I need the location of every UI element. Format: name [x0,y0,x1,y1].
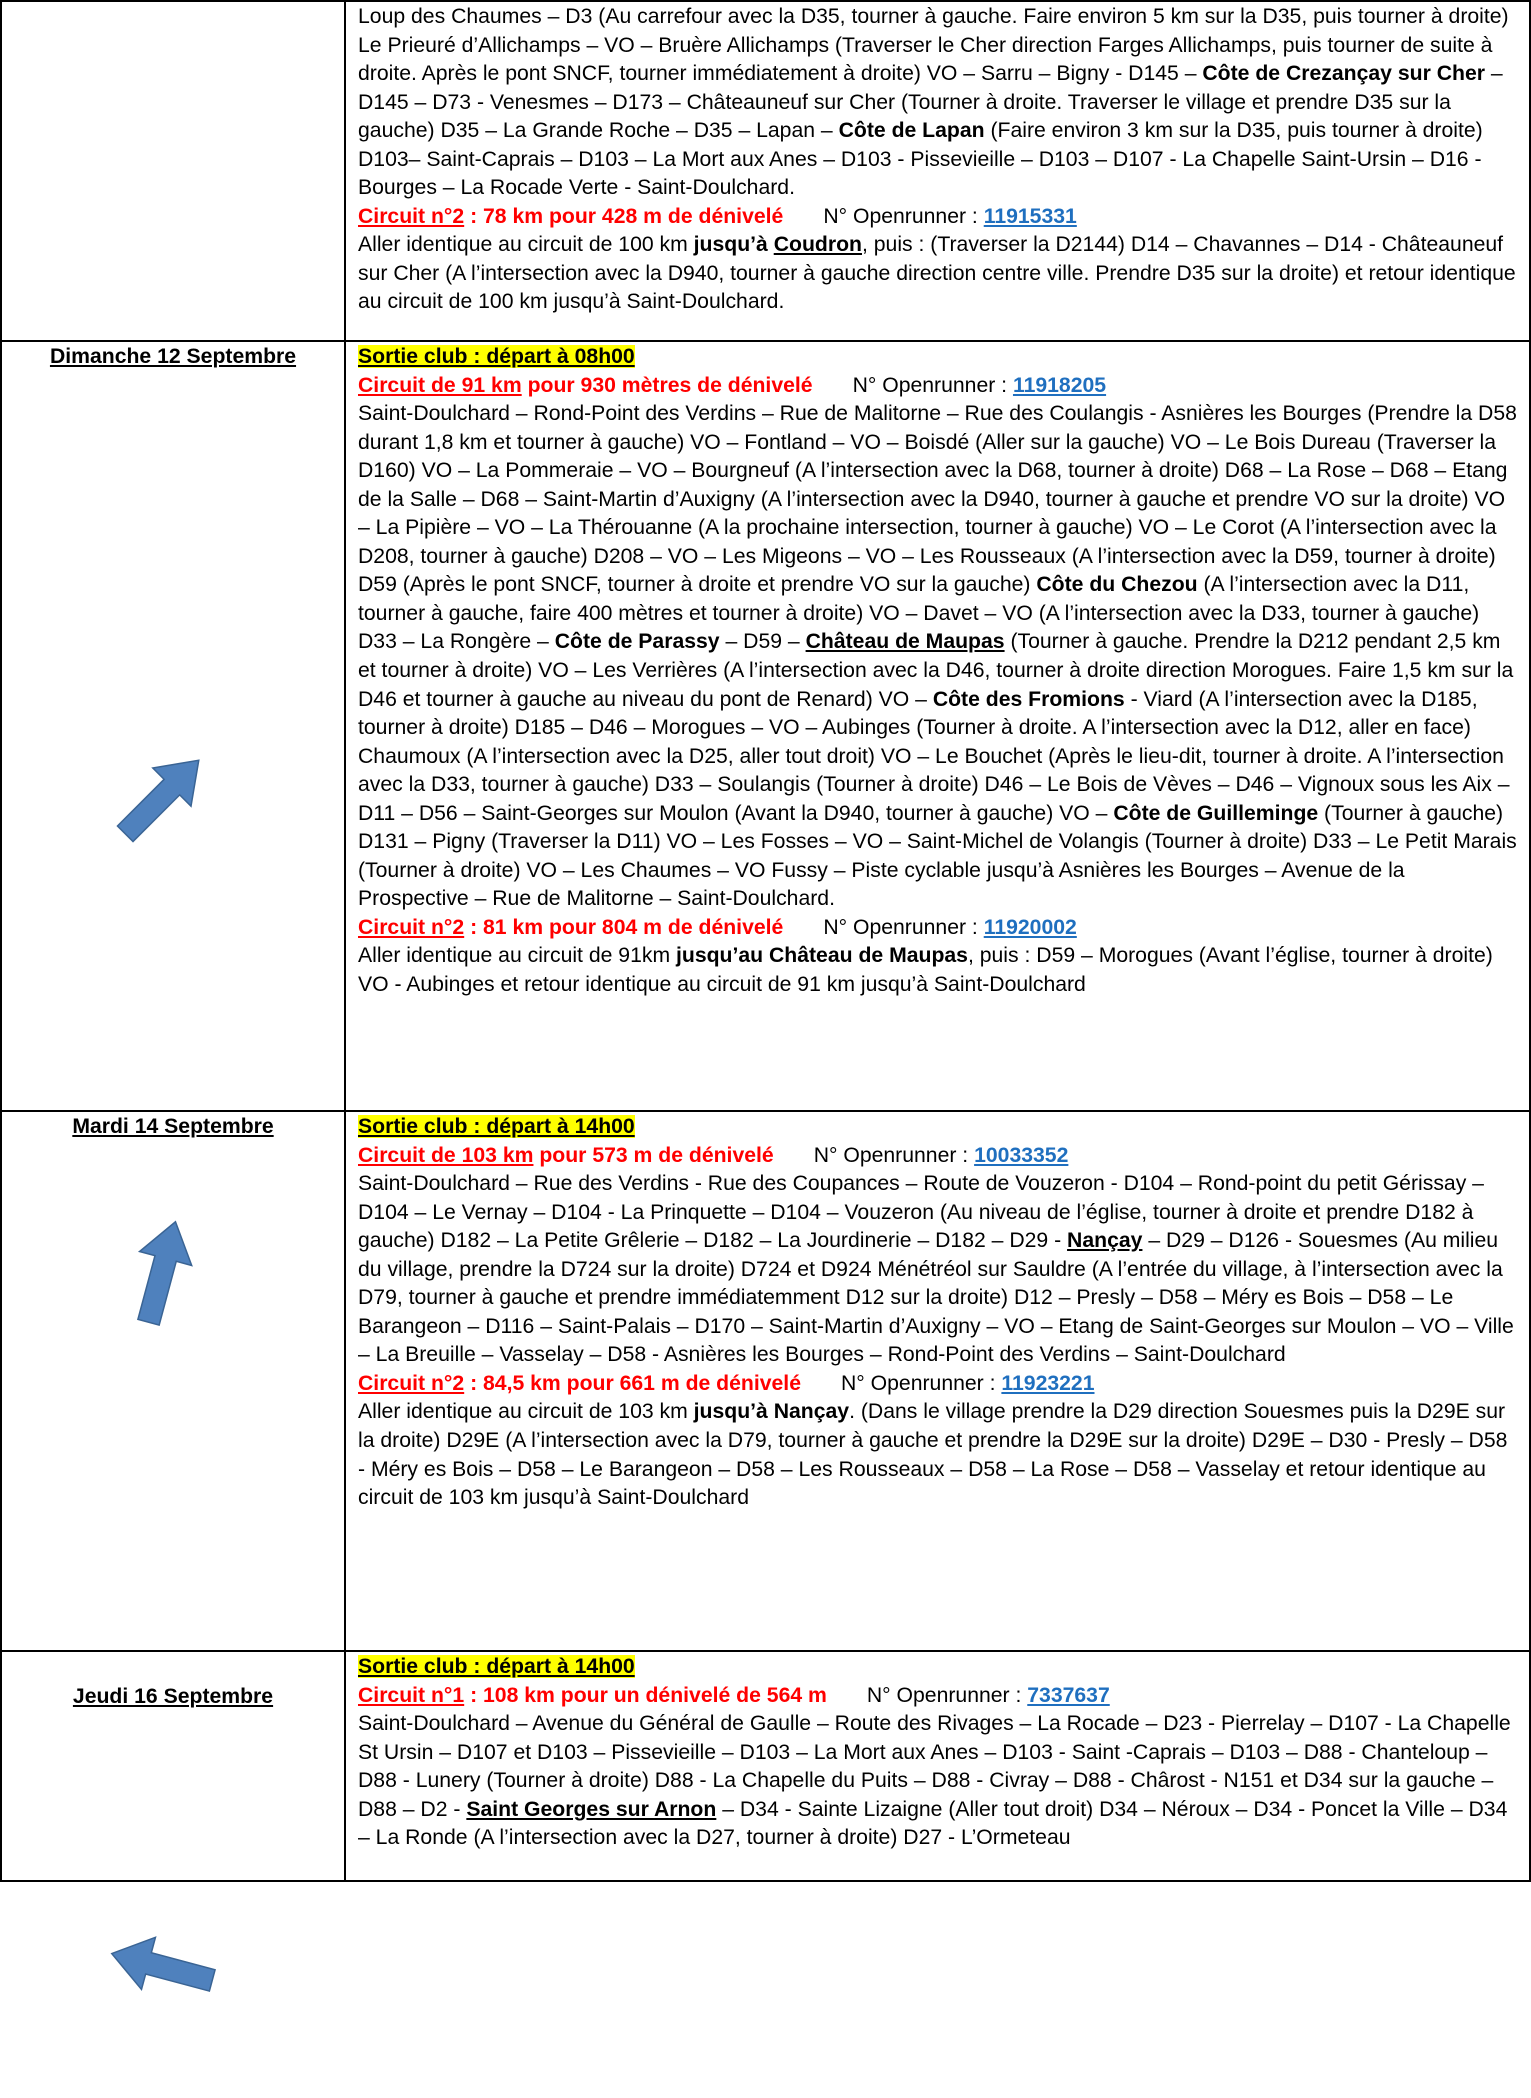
openrunner-link[interactable]: 11915331 [983,204,1077,228]
route-description [358,231,1517,317]
route-text: (Faire environ 3 km sur la D35, puis tourner à droite) D103– Saint-Caprais – D103 – La Mort aux Anes – D103 - Pissevieille – D103 – D107 - La Chapelle Saint-Ursin – D16 - Bourges – La Rocade Verte - Saint-Doulchard. [358,119,1483,200]
circuit-title-name: Circuit n°2 [358,204,465,228]
circuit-title [358,1684,827,1707]
club-outing-heading [358,1653,1517,1682]
route-text: (A l’intersection avec la D11, tourner à gauche, faire 400 mètres et tourner à droite) VO – Davet – VO (A l’intersection avec la D33, tourner à gauche) D33 – La Rongère – [358,573,1480,654]
openrunner-label: N° Openrunner : [852,373,1013,397]
route-landmark: jusqu’à [693,233,774,257]
circuit-title [358,916,783,939]
circuit-header [358,914,1517,943]
route-landmark: jusqu’à Nançay [693,1400,850,1424]
route-description [358,1398,1517,1512]
route-text: Aller identique au circuit de 100 km [358,233,694,257]
club-outing-heading [358,1113,1517,1142]
day-cell [1,341,345,1111]
schedule-row [1,1,1530,341]
openrunner-label: N° Openrunner : [840,1371,1002,1395]
circuit-title [358,205,783,228]
openrunner-label: N° Openrunner : [813,1143,975,1167]
openrunner-label: N° Openrunner : [823,204,984,228]
route-text: Loup des Chaumes – D3 (Au carrefour avec la D35, tourner à gauche. Faire environ 5 km sur la D35, puis tourner à droite) Le Prieuré d’Allichamps – VO – Bruère Allichamps (Traverser le Cher direction Farges Allichamps, puis tourner de suite à droite. Après le pont SNCF, tourner immédiatement à droite) VO – Sarru – Bigny - D145 – [358,5,1509,86]
circuit-title-details: : 84,5 km pour 661 m de dénivelé [464,1371,801,1395]
day-cell [1,1651,345,1881]
route-text: - Viard (A l’intersection avec la D185, tourner à droite) D185 – D46 – Morogues – VO – Aubinges (Tourner à droite. A l’intersection avec la D12, aller en face) Chaumoux (A l’intersection avec la D25, aller tout droit) VO – Le Bouchet (Après le lieu-dit, tourner à droite. A l’intersection avec la D33, tourner à gauche) D33 – Soulangis (Tourner à droite) D46 – Le Bois de Vèves – D46 – Vignoux sous les Aix – D11 – D56 – Saint-Georges sur Moulon (Avant la D940, tourner à gauche) VO – [358,687,1510,825]
route-landmark: Château de Maupas [805,630,1005,654]
route-text: – D29 – D126 - Souesmes (Au milieu du village, prendre la D724 sur la droite) D724 et D924 Ménétréol sur Sauldre (A l’entrée du village, à l’intersection avec la D79, tourner à gauche et prendre immédiatemment D12 sur la droite) D12 – Presly – D58 – Méry es Bois – D58 – Le Barangeon – D116 – Saint-Palais – D170 – Saint-Martin d’Auxigny – VO – Etang de Saint-Georges sur Moulon – VO – Ville – La Breuille – Vasselay – D58 - Asnières les Bourges – Rond-Point des Verdins – Saint-Doulchard [358,1229,1514,1367]
circuit-title-name: Circuit n°2 [358,1371,465,1395]
route-description [358,400,1517,914]
route-description [358,1710,1517,1853]
route-description [358,3,1517,203]
club-outing-text: Sortie club : départ à 14h00 [358,1655,635,1678]
circuit-header [358,1142,1517,1171]
arrow-icon [102,1212,222,1332]
route-landmark: Nançay [1067,1229,1143,1253]
route-text: , puis : (Traverser la D2144) D14 – Chavannes – D14 - Châteauneuf sur Cher (A l’intersection avec la D940, tourner à gauche direction centre ville. Prendre D35 sur la droite) et retour identique au circuit de 100 km jusqu’à Saint-Doulchard. [358,233,1516,314]
circuit-title-name: Circuit de 91 km [358,373,522,397]
route-landmark: Côte de Parassy [554,630,720,654]
openrunner-link[interactable]: 11920002 [983,915,1077,939]
route-text: Saint-Doulchard – Rue des Verdins - Rue des Coupances – Route de Vouzeron - D104 – Rond-point du petit Gérissay – D104 – Le Vernay – D104 - La Prinquette – D104 – Vouzeron (Au niveau de l’église, tourner à droite et prendre D182 à gauche) D182 – La Petite Grêlerie – D182 – La Jourdinerie – D182 – D29 - [358,1172,1484,1253]
circuit-header [358,1682,1517,1711]
content-cell [345,1651,1530,1881]
route-text: Saint-Doulchard – Rond-Point des Verdins – Rue de Malitorne – Rue des Coulangis - Asnières les Bourges (Prendre la D58 durant 1,8 km et tourner à gauche) VO – Fontland – VO – Boisdé (Aller sur la gauche) VO – Le Bois Dureau (Traverser la D160) VO – La Pommeraie – VO – Bourgneuf (A l’intersection avec la D68, tourner à droite) D68 – La Rose – D68 – Etang de la Salle – D68 – Saint-Martin d’Auxigny (A l’intersection avec la D940, tourner à gauche et prendre VO sur la droite) VO – La Pipière – VO – La Thérouanne (A la prochaine intersection, tourner à gauche) VO – Le Corot (A l’intersection avec la D208, tourner à gauche) D208 – VO – Les Migeons – VO – Les Rousseaux (A l’intersection avec la D59, tourner à droite) D59 (Après le pont SNCF, tourner à droite et prendre VO sur la gauche) [358,402,1517,597]
day-cell [1,1,345,341]
route-landmark: Côte des Fromions [932,687,1125,711]
openrunner-link[interactable]: 11918205 [1012,373,1107,397]
route-text: – D34 - Sainte Lizaigne (Aller tout droit) D34 – Néroux – D34 - Poncet la Ville – D34 – La Ronde (A l’intersection avec la D27, tourner à droite) D27 - L’Ormeteau [358,1797,1508,1850]
club-outing-text: Sortie club : départ à 14h00 [358,1115,635,1138]
openrunner-label: N° Openrunner : [823,915,984,939]
day-label: Dimanche 12 Septembre [49,345,297,368]
circuit-title-details: : 78 km pour 428 m de dénivelé [464,204,784,228]
route-description [358,942,1517,999]
arrow-icon [102,737,222,857]
route-description [358,1170,1517,1370]
route-text: (Tourner à gauche. Prendre la D212 pendant 2,5 km et tourner à droite) VO – Les Verrières (A l’intersection avec la D46, tourner à droite direction Morogues. Faire 1,5 km sur la D46 et tourner à gauche au niveau du pont de Renard) VO – [358,630,1514,711]
circuit-header [358,1370,1517,1399]
route-landmark: Coudron [773,233,862,257]
route-landmark: Côte du Chezou [1036,573,1198,597]
openrunner-label: N° Openrunner : [866,1683,1028,1707]
route-text: – D145 – D73 - Venesmes – D173 – Châteauneuf sur Cher (Tourner à droite. Traverser le village et prendre D35 sur la gauche) D35 – La Grande Roche – D35 – Lapan – [358,62,1503,143]
club-outing-heading [358,343,1517,372]
arrow-icon [102,1907,222,2027]
route-text: Aller identique au circuit de 103 km [358,1400,694,1424]
route-landmark: Côte de Guilleminge [1113,801,1319,825]
route-text: . (Dans le village prendre la D29 direction Souesmes puis la D29E sur la droite) D29E (A l’intersection avec la D79, tourner à gauche et prendre la D29E sur la droite) D29E – D30 - Presly – D58 - Méry es Bois – D58 – Le Barangeon – D58 – Les Rousseaux – D58 – La Rose – D58 – Vasselay et retour identique au circuit de 103 km jusqu’à Saint-Doulchard [358,1400,1508,1510]
circuit-title-details: pour 573 m de dénivelé [533,1143,774,1167]
circuit-title [358,1372,801,1395]
circuit-title [358,1144,774,1167]
content-cell [345,1111,1530,1651]
circuit-title-details: pour 930 mètres de dénivelé [521,373,813,397]
openrunner-link[interactable]: 10033352 [974,1143,1069,1167]
schedule-row [1,341,1530,1111]
schedule-row [1,1651,1530,1881]
route-text: – D59 – [719,630,806,654]
day-cell [1,1111,345,1651]
circuit-title [358,374,813,397]
club-outing-text: Sortie club : départ à 08h00 [358,345,635,368]
route-text: , puis : D59 – Morogues (Avant l’église, tourner à droite) VO - Aubinges et retour identique au circuit de 91 km jusqu’à Saint-Doulchard [358,944,1493,997]
circuit-title-name: Circuit n°1 [358,1683,465,1707]
day-label: Jeudi 16 Septembre [72,1685,274,1708]
day-label: Mardi 14 Septembre [72,1115,274,1138]
route-landmark: Saint Georges sur Arnon [466,1797,717,1821]
circuit-title-details: : 81 km pour 804 m de dénivelé [464,915,784,939]
circuit-title-name: Circuit n°2 [358,915,465,939]
openrunner-link[interactable]: 7337637 [1027,1683,1110,1707]
route-landmark: Côte de Lapan [838,119,985,143]
circuit-title-details: : 108 km pour un dénivelé de 564 m [464,1683,827,1707]
circuit-header [358,203,1517,232]
openrunner-link[interactable]: 11923221 [1001,1371,1095,1395]
route-landmark: jusqu’au Château de Maupas [675,944,968,968]
schedule-row [1,1111,1530,1651]
circuit-header [358,372,1517,401]
route-text: Aller identique au circuit de 91km [358,944,676,968]
route-landmark: Côte de Crezançay sur Cher [1202,62,1485,86]
content-cell [345,1,1530,341]
route-text: Saint-Doulchard – Avenue du Général de Gaulle – Route des Rivages – La Rocade – D23 - Pierrelay – D107 - La Chapelle St Ursin – D107 et D103 – Pissevieille – D103 – La Mort aux Anes – D103 - Saint -Caprais – D103 – D88 - Chanteloup – D88 - Lunery (Tourner à droite) D88 - La Chapelle du Puits – D88 - Civray – D88 - Chârost - N151 et D34 sur la gauche – D88 – D2 - [358,1712,1511,1821]
content-cell [345,341,1530,1111]
route-text: (Tourner à gauche) D131 – Pigny (Traverser la D11) VO – Les Fosses – VO – Saint-Michel de Volangis (Tourner à droite) D33 – Le Petit Marais (Tourner à droite) VO – Les Chaumes – VO Fussy – Piste cyclable jusqu’à Asnières les Bourges – Avenue de la Prospective – Rue de Malitorne – Saint-Doulchard. [358,801,1517,911]
circuit-title-name: Circuit de 103 km [358,1143,534,1167]
